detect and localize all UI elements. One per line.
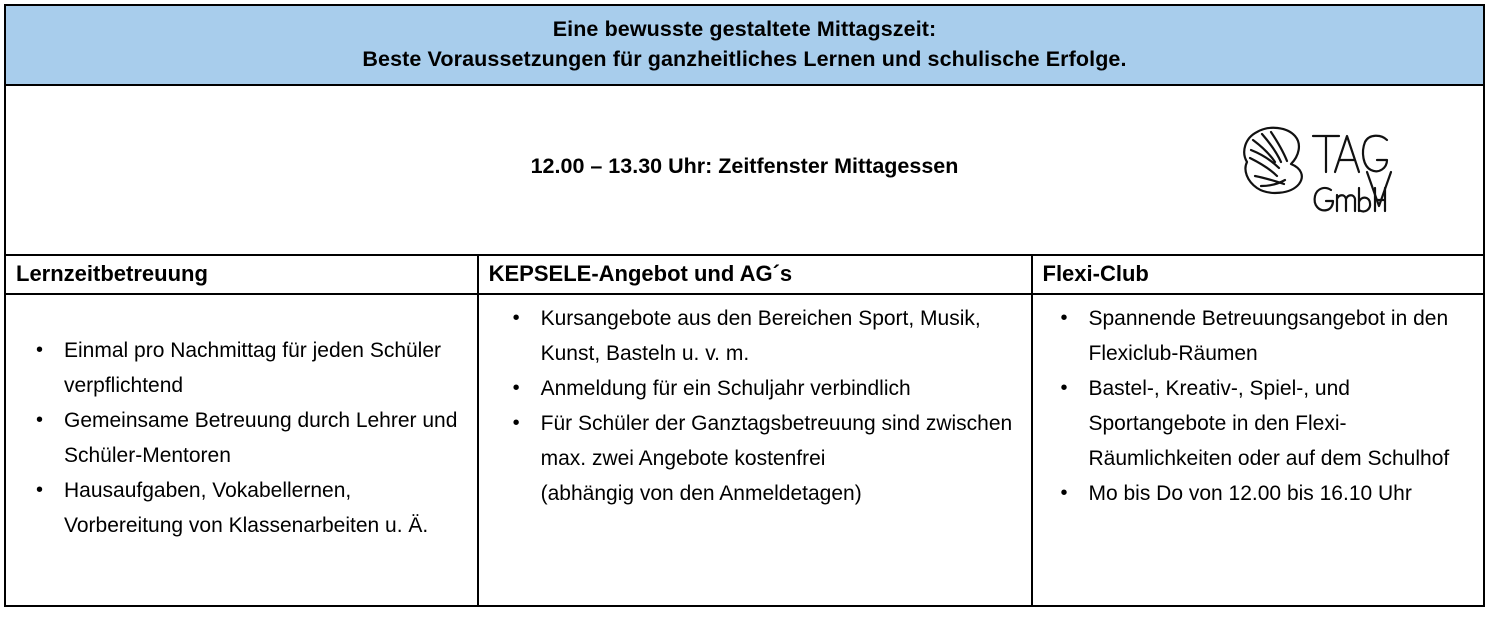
list-item: • Hausaufgaben, Vokabellernen, Vorbereitung von Klassenarbeiten u. Ä. <box>62 473 463 543</box>
column-body-kepsele <box>479 295 1033 605</box>
column-content-row <box>6 295 1483 605</box>
column-body-lernzeitbetreuung <box>6 295 479 605</box>
list-item: • Kursangebote aus den Bereichen Sport, Musik, Kunst, Basteln u. v. m. <box>539 301 1017 371</box>
title-line-1: Eine bewusste gestaltete Mittagszeit: <box>552 17 937 41</box>
list-item: • Mo bis Do von 12.00 bis 16.10 Uhr <box>1087 476 1469 511</box>
lunch-time-text: 12.00 – 13.30 Uhr: Zeitfenster Mittagessen <box>530 154 959 178</box>
column-heading-row <box>6 256 1483 295</box>
column-heading-flexi-club: Flexi-Club <box>1042 261 1149 286</box>
list-item: • Anmeldung für ein Schuljahr verbindlich <box>539 371 1017 406</box>
list-item: • Bastel-, Kreativ-, Spiel-, und Sportangebote in den Flexi-Räumlichkeiten oder auf dem Schulhof <box>1087 371 1469 476</box>
bullet-list-kepsele <box>487 301 1023 511</box>
list-item: • Gemeinsame Betreuung durch Lehrer und Schüler-Mentoren <box>62 403 463 473</box>
column-heading-kepsele: KEPSELE-Angebot und AG´s <box>479 256 1033 293</box>
lunch-time-band <box>6 86 1483 256</box>
column-heading-lernzeitbetreuung: Lernzeitbetreuung <box>6 256 479 293</box>
bullet-list-lernzeitbetreuung <box>14 301 469 543</box>
table-title-band <box>6 6 1483 86</box>
column-body-flexi-club <box>1033 295 1483 605</box>
tagv-gmbh-logo <box>1235 110 1395 230</box>
list-item <box>539 406 1017 511</box>
schedule-table <box>4 4 1485 607</box>
list-item: • Spannende Betreuungsangebot in den Flexiclub-Räumen <box>1087 301 1469 371</box>
title-line-2: Beste Voraussetzungen für ganzheitliches Lernen und schulische Erfolge. <box>362 47 1127 71</box>
list-item-text: Für Schüler der Ganztagsbetreuung sind zwischen max. zwei Angebote kostenfrei <box>540 412 1013 470</box>
list-item-note: (abhängig von den Anmeldetagen) <box>540 482 862 505</box>
list-item: • Einmal pro Nachmittag für jeden Schüler verpflichtend <box>62 333 463 403</box>
bullet-list-flexi-club <box>1041 301 1475 511</box>
